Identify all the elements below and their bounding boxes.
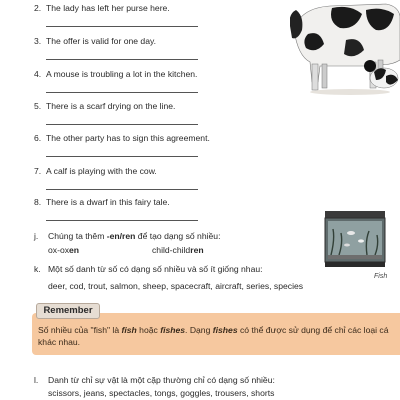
example-suffix: ren <box>190 245 204 255</box>
text-part: . Dạng <box>185 325 213 335</box>
answer-line[interactable] <box>46 59 198 60</box>
section-k-text: Một số danh từ số có dạng số nhiều và số ít giống nhau: <box>48 264 263 274</box>
text-bold-italic: fishes <box>212 325 238 335</box>
answer-line[interactable] <box>46 189 198 190</box>
item-number: 2. <box>34 3 42 13</box>
answer-line[interactable] <box>46 156 198 157</box>
item-text: A mouse is troubling a lot in the kitchen. <box>46 69 198 79</box>
text-part: hoặc <box>136 325 161 335</box>
item-number: 5. <box>34 101 42 111</box>
text-bold: -en/ren <box>106 231 136 241</box>
exercise-item-4 <box>34 69 197 80</box>
exercise-item-7 <box>34 166 157 177</box>
section-letter: l. <box>34 375 39 385</box>
text-bold-italic: fish <box>121 325 137 335</box>
text-part: Số nhiều của "fish" là <box>38 325 122 335</box>
answer-line[interactable] <box>46 124 198 125</box>
aquarium-illustration <box>323 209 387 269</box>
text-part: khác nhau. <box>38 337 81 347</box>
section-l <box>34 375 324 387</box>
item-text: A calf is playing with the cow. <box>46 166 157 176</box>
section-j-text <box>48 231 220 242</box>
text-bold-italic: fishes <box>160 325 186 335</box>
item-number: 8. <box>34 197 42 207</box>
item-number: 6. <box>34 133 42 143</box>
example-suffix: en <box>69 245 80 255</box>
exercise-item-3 <box>34 36 156 47</box>
item-text: The lady has left her purse here. <box>46 3 170 13</box>
text-part: Chúng ta thêm <box>48 231 107 241</box>
exercise-item-2 <box>34 3 170 14</box>
cow-icon <box>290 0 400 100</box>
item-number: 7. <box>34 166 42 176</box>
cow-calf-illustration <box>290 0 400 100</box>
aquarium-icon <box>323 209 387 269</box>
text-part: để tạo dạng số nhiều: <box>135 231 221 241</box>
item-text: The other party has to sign this agreement. <box>46 133 210 143</box>
example-base: child-child <box>152 245 191 255</box>
section-k-examples: deer, cod, trout, salmon, sheep, spacecraft, aircraft, series, species <box>48 281 304 291</box>
item-number: 4. <box>34 69 42 79</box>
item-text: The offer is valid for one day. <box>46 36 157 46</box>
example-child <box>152 245 204 255</box>
section-l-text: Danh từ chỉ sự vật là một cặp thường chỉ có dạng số nhiều: <box>48 375 275 385</box>
section-letter: k. <box>34 264 41 274</box>
exercise-item-6 <box>34 133 210 144</box>
section-k <box>34 264 324 276</box>
item-text: There is a dwarf in this fairy tale. <box>46 197 170 207</box>
example-ox <box>48 245 79 255</box>
example-base: ox-ox <box>48 245 70 255</box>
section-j <box>34 231 324 243</box>
item-number: 3. <box>34 36 42 46</box>
answer-line[interactable] <box>46 26 198 27</box>
answer-line[interactable] <box>46 92 198 93</box>
answer-line[interactable] <box>46 220 198 221</box>
remember-text <box>38 324 398 348</box>
item-text: There is a scarf drying on the line. <box>46 101 176 111</box>
remember-title: Remember <box>36 303 100 319</box>
exercise-item-8 <box>34 197 170 208</box>
exercise-item-5 <box>34 101 175 112</box>
section-letter: j. <box>34 231 39 241</box>
fish-caption: Fish <box>374 273 388 280</box>
text-part: có thể được sử dụng để chỉ các loại cá <box>237 325 389 335</box>
section-l-examples: scissors, jeans, spectacles, tongs, goggles, trousers, shorts <box>48 388 275 398</box>
